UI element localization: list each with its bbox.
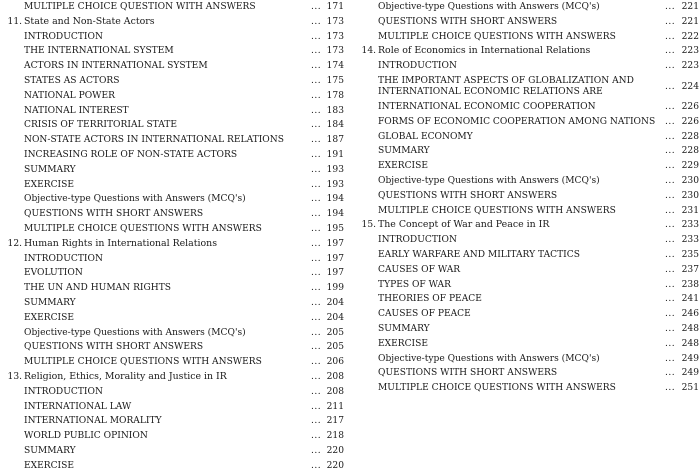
dot-leader: ...	[311, 283, 322, 294]
entry-title: EXERCISE	[24, 179, 75, 190]
page-number: 237	[681, 264, 699, 275]
entry-title: MULTIPLE CHOICE QUESTIONS WITH ANSWERS	[378, 383, 616, 394]
toc-entry	[0, 326, 346, 341]
page-number: 194	[326, 194, 344, 205]
page-number: 221	[681, 16, 699, 27]
entry-title: CAUSES OF WAR	[378, 264, 461, 275]
page-number: 222	[681, 31, 699, 42]
page-number: 223	[681, 61, 699, 72]
entry-title: INTRODUCTION	[378, 61, 457, 72]
entry-title: SUMMARY	[24, 164, 76, 175]
entry-title: WORLD PUBLIC OPINION	[24, 431, 148, 442]
dot-leader: ...	[311, 460, 322, 471]
toc-entry	[0, 44, 346, 59]
page-number: 235	[681, 249, 699, 260]
dot-leader: ...	[665, 353, 676, 364]
entry-title: Objective-type Questions with Answers (MCQ's)	[24, 194, 246, 205]
toc-entry	[0, 104, 346, 119]
page-number: 241	[681, 294, 699, 305]
dot-leader: ...	[665, 323, 676, 334]
entry-title: State and Non-State Actors	[24, 15, 155, 27]
entry-title: SUMMARY	[24, 445, 76, 456]
page-number: 205	[326, 327, 344, 338]
entry-title: THEORIES OF PEACE	[378, 294, 482, 305]
dot-leader: ...	[311, 445, 322, 456]
dot-leader: ...	[311, 386, 322, 397]
entry-title: MULTIPLE CHOICE QUESTION WITH ANSWERS	[24, 2, 256, 12]
dot-leader: ...	[311, 401, 322, 412]
dot-leader: ...	[665, 81, 676, 92]
page-number: 184	[326, 120, 344, 131]
dot-leader: ...	[311, 2, 322, 12]
page-number: 175	[326, 75, 344, 86]
dot-leader: ...	[665, 31, 676, 42]
toc-entry	[354, 366, 700, 381]
page-number: 171	[326, 2, 344, 12]
toc-entry	[354, 74, 700, 100]
toc-entry	[354, 15, 700, 30]
toc-entry	[0, 178, 346, 193]
dot-leader: ...	[311, 297, 322, 308]
entry-title: TYPES OF WAR	[378, 279, 451, 290]
entry-title: MULTIPLE CHOICE QUESTIONS WITH ANSWERS	[378, 205, 616, 216]
page-number: 187	[326, 135, 344, 146]
page-number: 195	[326, 223, 344, 234]
dot-leader: ...	[665, 16, 676, 27]
page-number: 173	[326, 46, 344, 57]
toc-entry	[0, 429, 346, 444]
toc-entry	[0, 385, 346, 400]
toc-entry	[354, 278, 700, 293]
toc-entry	[0, 74, 346, 89]
entry-title: INTERNATIONAL LAW	[24, 401, 132, 412]
entry-title: The Concept of War and Peace in IR	[378, 219, 550, 231]
page-number: 226	[681, 116, 699, 127]
toc-entry	[354, 115, 700, 130]
dot-leader: ...	[665, 101, 676, 112]
page-number: 197	[326, 238, 344, 249]
entry-title: Objective-type Questions with Answers (MCQ's)	[378, 175, 600, 186]
dot-leader: ...	[665, 249, 676, 260]
toc-entry	[0, 459, 346, 474]
page-number: 228	[681, 131, 699, 142]
page-number: 173	[326, 31, 344, 42]
page-number: 191	[326, 149, 344, 160]
toc-entry	[0, 296, 346, 311]
dot-leader: ...	[311, 90, 322, 101]
toc-entry	[0, 148, 346, 163]
toc-entry	[354, 130, 700, 145]
entry-title: SUMMARY	[378, 146, 430, 157]
toc-column-left	[0, 0, 346, 474]
chapter-number: 12.	[7, 238, 22, 249]
dot-leader: ...	[311, 253, 322, 264]
entry-title: THE UN AND HUMAN RIGHTS	[24, 283, 171, 294]
toc-entry	[354, 263, 700, 278]
entry-title: STATES AS ACTORS	[24, 75, 120, 86]
toc-entry	[0, 266, 346, 281]
entry-title: SUMMARY	[378, 323, 430, 334]
toc-entry	[354, 0, 700, 15]
toc-entry	[354, 307, 700, 322]
toc-entry	[354, 144, 700, 159]
toc-entry	[354, 59, 700, 74]
dot-leader: ...	[311, 135, 322, 146]
dot-leader: ...	[311, 238, 322, 249]
toc-entry	[0, 89, 346, 104]
page-number: 238	[681, 279, 699, 290]
dot-leader: ...	[311, 16, 322, 27]
toc-entry	[354, 174, 700, 189]
toc-chapter-entry	[0, 15, 346, 30]
entry-title: MULTIPLE CHOICE QUESTIONS WITH ANSWERS	[24, 223, 262, 234]
entry-title: Objective-type Questions with Answers (MCQ's)	[378, 353, 600, 364]
entry-title: QUESTIONS WITH SHORT ANSWERS	[378, 190, 558, 201]
dot-leader: ...	[665, 2, 676, 12]
page-number: 248	[681, 338, 699, 349]
page-number: 233	[681, 235, 699, 246]
toc-entry	[354, 204, 700, 219]
entry-title: THE INTERNATIONAL SYSTEM	[24, 46, 174, 57]
dot-leader: ...	[311, 209, 322, 220]
toc-entry	[0, 444, 346, 459]
toc-entry	[354, 100, 700, 115]
page-number: 231	[681, 205, 699, 216]
dot-leader: ...	[311, 342, 322, 353]
page-number: 197	[326, 253, 344, 264]
page-number: 246	[681, 309, 699, 320]
toc-entry	[0, 118, 346, 133]
page-number: 197	[326, 268, 344, 279]
entry-title: CAUSES OF PEACE	[378, 309, 471, 320]
entry-title: INTRODUCTION	[378, 235, 457, 246]
toc-chapter-entry	[0, 237, 346, 252]
toc-entry	[354, 233, 700, 248]
entry-title: Objective-type Questions with Answers (MCQ's)	[378, 2, 600, 12]
toc-chapter-entry	[0, 370, 346, 385]
page-number: 204	[326, 297, 344, 308]
page-number: 229	[681, 161, 699, 172]
page-number: 193	[326, 164, 344, 175]
page-number: 211	[326, 401, 344, 412]
dot-leader: ...	[665, 116, 676, 127]
dot-leader: ...	[665, 46, 676, 57]
dot-leader: ...	[311, 223, 322, 234]
page-number: 204	[326, 312, 344, 323]
toc-entry	[0, 163, 346, 178]
page-number: 230	[681, 175, 699, 186]
chapter-number: 14.	[361, 46, 376, 57]
chapter-number: 11.	[7, 16, 22, 27]
dot-leader: ...	[311, 416, 322, 427]
entry-title: THE IMPORTANT ASPECTS OF GLOBALIZATION AND INTERNATIONAL ECONOMIC RELATIONS ARE	[378, 75, 634, 97]
toc-entry	[0, 0, 346, 15]
toc-entry	[354, 292, 700, 307]
dot-leader: ...	[311, 312, 322, 323]
dot-leader: ...	[665, 146, 676, 157]
dot-leader: ...	[665, 309, 676, 320]
page-number: 178	[326, 90, 344, 101]
page-number: 194	[326, 209, 344, 220]
page-number: 249	[681, 353, 699, 364]
entry-title: INTRODUCTION	[24, 386, 103, 397]
page-number: 183	[326, 105, 344, 116]
toc-entry	[354, 381, 700, 396]
entry-title: INCREASING ROLE OF NON-STATE ACTORS	[24, 149, 238, 160]
dot-leader: ...	[311, 61, 322, 72]
toc-entry	[0, 311, 346, 326]
entry-title: NATIONAL INTEREST	[24, 105, 129, 116]
dot-leader: ...	[311, 105, 322, 116]
entry-title: SUMMARY	[24, 297, 76, 308]
dot-leader: ...	[665, 190, 676, 201]
dot-leader: ...	[665, 235, 676, 246]
dot-leader: ...	[665, 383, 676, 394]
entry-title: NATIONAL POWER	[24, 90, 115, 101]
dot-leader: ...	[665, 279, 676, 290]
entry-title: GLOBAL ECONOMY	[378, 131, 473, 142]
entry-title: QUESTIONS WITH SHORT ANSWERS	[24, 209, 204, 220]
chapter-number: 13.	[7, 371, 22, 382]
page-number: 221	[681, 2, 699, 12]
page-number: 218	[326, 431, 344, 442]
toc-entry	[0, 192, 346, 207]
page-number: 208	[326, 371, 344, 382]
dot-leader: ...	[311, 194, 322, 205]
entry-title: QUESTIONS WITH SHORT ANSWERS	[378, 16, 558, 27]
toc-entry	[0, 252, 346, 267]
page-number: 217	[326, 416, 344, 427]
page-number: 251	[681, 383, 699, 394]
toc-entry	[354, 337, 700, 352]
toc-entry	[0, 400, 346, 415]
toc-column-right	[354, 0, 700, 396]
page-number: 206	[326, 357, 344, 368]
dot-leader: ...	[665, 161, 676, 172]
dot-leader: ...	[665, 264, 676, 275]
entry-title: EXERCISE	[24, 460, 75, 471]
dot-leader: ...	[311, 357, 322, 368]
toc-chapter-entry	[354, 218, 700, 233]
page-number: 220	[326, 460, 344, 471]
dot-leader: ...	[311, 120, 322, 131]
toc-entry	[0, 414, 346, 429]
dot-leader: ...	[311, 31, 322, 42]
entry-title: ACTORS IN INTERNATIONAL SYSTEM	[24, 61, 208, 72]
entry-title: CRISIS OF TERRITORIAL STATE	[24, 120, 178, 131]
toc-entry	[0, 30, 346, 45]
entry-title: EVOLUTION	[24, 268, 83, 279]
page-number: 199	[326, 283, 344, 294]
page-number: 226	[681, 101, 699, 112]
dot-leader: ...	[665, 338, 676, 349]
page-number: 224	[681, 81, 699, 92]
dot-leader: ...	[665, 368, 676, 379]
entry-title: Objective-type Questions with Answers (MCQ's)	[24, 327, 246, 338]
toc-entry	[354, 248, 700, 263]
dot-leader: ...	[311, 179, 322, 190]
entry-title: INTERNATIONAL ECONOMIC COOPERATION	[378, 101, 596, 112]
dot-leader: ...	[311, 268, 322, 279]
entry-title: QUESTIONS WITH SHORT ANSWERS	[378, 368, 558, 379]
dot-leader: ...	[311, 164, 322, 175]
entry-title: MULTIPLE CHOICE QUESTIONS WITH ANSWERS	[378, 31, 616, 42]
page-number: 193	[326, 179, 344, 190]
entry-title: INTRODUCTION	[24, 253, 103, 264]
toc-entry	[354, 189, 700, 204]
page-number: 249	[681, 368, 699, 379]
dot-leader: ...	[311, 327, 322, 338]
page-number: 223	[681, 46, 699, 57]
entry-title: QUESTIONS WITH SHORT ANSWERS	[24, 342, 204, 353]
page-number: 228	[681, 146, 699, 157]
toc-entry	[0, 59, 346, 74]
page-number: 220	[326, 445, 344, 456]
entry-title: EARLY WARFARE AND MILITARY TACTICS	[378, 249, 580, 260]
dot-leader: ...	[311, 371, 322, 382]
toc-entry	[354, 159, 700, 174]
toc-entry	[354, 30, 700, 45]
toc-entry	[0, 207, 346, 222]
toc-entry	[354, 352, 700, 367]
page-number: 173	[326, 16, 344, 27]
entry-title: Human Rights in International Relations	[24, 237, 218, 249]
entry-title: NON-STATE ACTORS IN INTERNATIONAL RELATIONS	[24, 135, 284, 146]
entry-title: INTRODUCTION	[24, 31, 103, 42]
toc-entry	[0, 281, 346, 296]
toc-entry	[0, 222, 346, 237]
page-number: 208	[326, 386, 344, 397]
page-number: 233	[681, 220, 699, 231]
dot-leader: ...	[665, 131, 676, 142]
chapter-number: 15.	[361, 220, 376, 231]
dot-leader: ...	[311, 46, 322, 57]
entry-title: EXERCISE	[24, 312, 75, 323]
dot-leader: ...	[665, 220, 676, 231]
dot-leader: ...	[665, 294, 676, 305]
entry-title: FORMS OF ECONOMIC COOPERATION AMONG NATIONS	[378, 116, 656, 127]
page-number: 230	[681, 190, 699, 201]
dot-leader: ...	[311, 149, 322, 160]
entry-title: Role of Economics in International Relations	[378, 45, 591, 57]
toc-entry	[354, 322, 700, 337]
dot-leader: ...	[665, 175, 676, 186]
entry-title: INTERNATIONAL MORALITY	[24, 416, 162, 427]
entry-title: EXERCISE	[378, 161, 429, 172]
dot-leader: ...	[311, 431, 322, 442]
toc-chapter-entry	[354, 44, 700, 59]
page-number: 174	[326, 61, 344, 72]
dot-leader: ...	[665, 205, 676, 216]
page-number: 248	[681, 323, 699, 334]
toc-entry	[0, 133, 346, 148]
entry-title: MULTIPLE CHOICE QUESTIONS WITH ANSWERS	[24, 357, 262, 368]
dot-leader: ...	[665, 61, 676, 72]
entry-title: EXERCISE	[378, 338, 429, 349]
entry-title: Religion, Ethics, Morality and Justice in IR	[24, 370, 227, 382]
dot-leader: ...	[311, 75, 322, 86]
toc-entry	[0, 340, 346, 355]
page-number: 205	[326, 342, 344, 353]
toc-entry	[0, 355, 346, 370]
